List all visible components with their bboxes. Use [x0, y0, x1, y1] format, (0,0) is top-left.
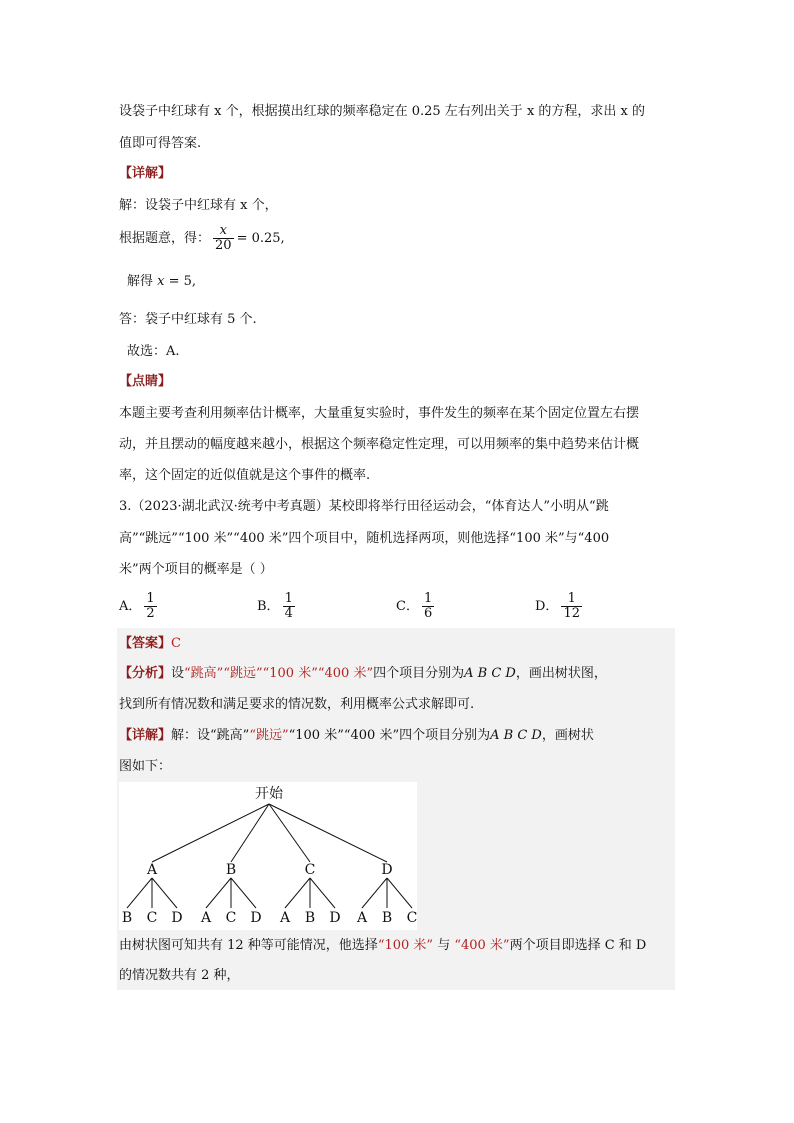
- tree-branch-label: B: [225, 862, 237, 878]
- detail2-header: 【详解】: [119, 728, 172, 743]
- comment-header: 【点睛】: [119, 374, 172, 389]
- detail2-text: ，画树状: [541, 728, 594, 743]
- option-d-denominator: 12: [563, 606, 580, 621]
- equation-prefix: 根据题意，得：: [119, 231, 211, 246]
- conclusion-item-400m: “400 米”: [454, 938, 510, 953]
- answer-line: [119, 636, 181, 652]
- tree-leaf-line: [362, 878, 387, 908]
- tree-leaf-label: A: [356, 910, 368, 926]
- tree-leaf-line: [231, 878, 256, 908]
- analysis-line-1: [119, 666, 607, 682]
- option-d-numerator: 1: [567, 591, 576, 606]
- tree-leaf-label: D: [171, 910, 183, 926]
- option-c-numerator: 1: [423, 591, 433, 606]
- tree-leaf-label: C: [146, 910, 158, 926]
- tree-diagram: [119, 782, 417, 930]
- tree-leaf-line: [310, 878, 335, 908]
- comment-line-1: 本题主要考查利用频率估计概率，大量重复实验时，事件发生的频率在某个固定位置左右摆: [119, 406, 640, 421]
- option-b-fraction: [283, 592, 295, 621]
- analysis-letters: A B C D: [464, 666, 516, 681]
- option-a-denominator: 2: [146, 606, 155, 621]
- conclusion-text: 两个项目即选择 C 和 D: [509, 938, 647, 953]
- answer-header: 【答案】: [119, 636, 172, 651]
- answer-value: C: [171, 636, 181, 651]
- option-c-denominator: 6: [423, 606, 433, 621]
- option-b-numerator: 1: [284, 591, 293, 606]
- answer-sentence: 答：袋子中红球有 5 个.: [119, 312, 257, 327]
- detail-line-1: 解：设袋子中红球有 x 个，: [119, 198, 278, 213]
- tree-leaf-label: D: [329, 910, 341, 926]
- detail2-text: “100 米”“400 米”: [288, 728, 400, 743]
- detail2-text: 解：设“跳高”: [171, 728, 250, 743]
- tree-leaf-label: D: [250, 910, 262, 926]
- tree-leaf-line: [127, 878, 152, 908]
- tree-root-label: 开始: [255, 786, 283, 802]
- comment-line-3: 率，这个固定的近似值就是这个事件的概率.: [119, 468, 371, 483]
- tree-leaf-label: B: [381, 910, 393, 926]
- tree-branch-line: [231, 804, 269, 862]
- solve-variable: x: [157, 274, 165, 289]
- option-d-fraction: [561, 592, 582, 621]
- tree-leaf-line: [152, 878, 177, 908]
- tree-leaf-label: C: [406, 910, 417, 926]
- tree-leaf-label: B: [304, 910, 316, 926]
- detail2-letters: A B C D: [490, 728, 542, 743]
- tree-branch-line: [269, 804, 310, 862]
- tree-branch-line: [269, 804, 387, 862]
- conclusion-item-100m: “100 米”: [377, 938, 434, 953]
- option-b-label: B．: [257, 599, 280, 614]
- detail-equation-line: [119, 222, 285, 256]
- option-a-fraction: [144, 592, 156, 621]
- comment-line-2: 动，并且摆动的幅度越来越小，根据这个频率稳定性定理，可以用频率的集中趋势来估计概: [119, 437, 640, 452]
- tree-branch-label: D: [381, 862, 393, 878]
- tree-leaf-label: B: [121, 910, 133, 926]
- tree-leaf-label: A: [200, 910, 212, 926]
- detail2-text: 四个项目分别为: [399, 728, 491, 743]
- choice-sentence: 故选：A.: [127, 344, 180, 359]
- option-c: [396, 592, 437, 621]
- analysis-text: 四个项目分别为: [373, 666, 465, 681]
- tree-branch-label: A: [146, 862, 158, 878]
- option-b: [257, 592, 298, 621]
- tree-leaf-line: [285, 878, 310, 908]
- tree-diagram-svg: [119, 782, 417, 930]
- detail-header: 【详解】: [119, 166, 172, 181]
- tree-branch-line: [152, 804, 269, 862]
- option-c-fraction: [422, 592, 434, 621]
- conclusion-text: 与: [433, 938, 455, 953]
- analysis-header: 【分析】: [119, 666, 172, 681]
- question-line-3: 米”两个项目的概率是（ ）: [119, 562, 273, 577]
- option-c-label: C．: [396, 599, 419, 614]
- fraction-denominator: 20: [215, 238, 232, 253]
- detail2-red-item: “跳远”: [249, 728, 289, 743]
- option-d: [535, 592, 585, 621]
- conclusion-text: 由树状图可知共有 12 种等可能情况，他选择: [119, 938, 378, 953]
- tree-leaf-label: C: [225, 910, 237, 926]
- option-a-numerator: 1: [146, 591, 155, 606]
- analysis-text: 设: [171, 666, 185, 681]
- tree-leaf-line: [387, 878, 412, 908]
- intro-line-2: 值即可得答案.: [119, 136, 202, 151]
- option-a: [119, 592, 160, 621]
- analysis-line-2: 找到所有情况数和满足要求的情况数，利用概率公式求解即可.: [119, 697, 475, 712]
- analysis-text: ，画出树状图，: [515, 666, 607, 681]
- option-b-denominator: 4: [284, 606, 293, 621]
- question-line-2: 高”“跳远”“100 米”“400 米”四个项目中，随机选择两项，则他选择“100 米”与“400: [119, 531, 610, 546]
- solve-suffix: = 5,: [164, 274, 197, 289]
- solve-prefix: 解得: [127, 274, 158, 289]
- analysis-quoted-items: “跳高”“跳远”“100 米”“400 米”: [184, 666, 374, 681]
- detail2-line-2: 图如下：: [119, 759, 172, 774]
- question-line-1: 3.（2023·湖北武汉·统考中考真题）某校即将举行田径运动会，“体育达人”小明从“跳: [119, 499, 609, 514]
- detail2-line-1: [119, 728, 594, 744]
- equation-fraction: [213, 224, 234, 253]
- conclusion-line-2: 的情况数共有 2 种，: [119, 968, 240, 983]
- detail-solve-line: [127, 274, 196, 290]
- option-d-label: D．: [535, 599, 559, 614]
- tree-branch-label: C: [304, 862, 316, 878]
- conclusion-line-1: [119, 938, 646, 954]
- equation-suffix: = 0.25,: [236, 231, 285, 246]
- intro-line-1: 设袋子中红球有 x 个，根据摸出红球的频率稳定在 0.25 左右列出关于 x 的方程，求出 x 的: [119, 104, 645, 119]
- tree-leaf-line: [206, 878, 231, 908]
- tree-leaf-label: A: [279, 910, 291, 926]
- option-a-label: A．: [119, 599, 142, 614]
- fraction-numerator: x: [219, 223, 227, 238]
